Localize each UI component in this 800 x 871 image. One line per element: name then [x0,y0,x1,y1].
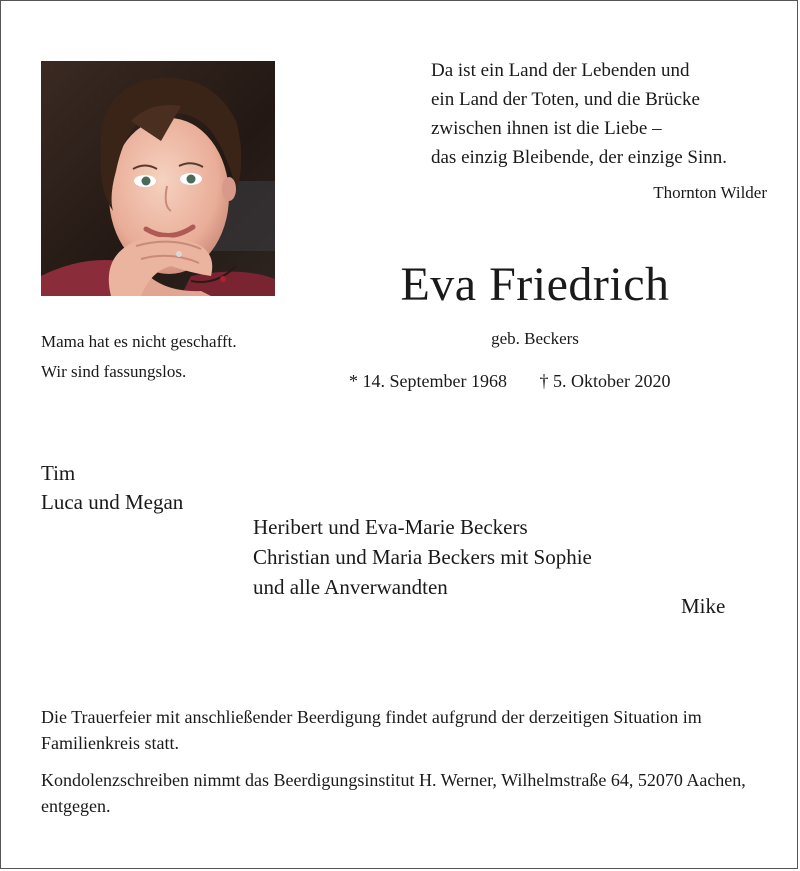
poem-quote [431,56,781,172]
partner-signature: Mike [681,594,726,618]
signature-line: und alle Anverwandten [253,575,448,599]
poem-author: Thornton Wilder [653,183,767,202]
death-date: † 5. Oktober 2020 [539,371,671,391]
lament-line: Mama hat es nicht geschafft. [41,332,237,351]
funeral-info [41,704,781,819]
life-dates [349,371,670,392]
poem-line: zwischen ihnen ist die Liebe – [431,118,662,139]
signature-line: Tim [41,461,76,485]
family-signature [253,512,592,602]
condolences-text: Kondolenzschreiben nimmt das Beerdigungsinstitut H. Werner, Wilhelmstraße 64, 52070 Aachen, entgegen. [41,770,746,816]
signature-line: Christian und Maria Beckers mit Sophie [253,545,592,569]
birth-date: * 14. September 1968 [349,371,507,391]
ceremony-text: Die Trauerfeier mit anschließender Beerdigung findet aufgrund der derzeitigen Situation im Familienkreis statt. [41,707,702,753]
signature-line: Luca und Megan [41,490,184,514]
signature-line: Heribert und Eva-Marie Beckers [253,515,528,539]
children-signature [41,459,183,517]
poem-line: das einzig Bleibende, der einzige Sinn. [431,147,727,168]
deceased-name: Eva Friedrich [400,258,670,311]
portrait-photo [41,61,275,296]
lament-text [41,327,237,387]
maiden-name: geb. Beckers [491,329,579,348]
lament-line: Wir sind fassungslos. [41,362,187,381]
poem-line: ein Land der Toten, und die Brücke [431,89,700,110]
poem-line: Da ist ein Land der Lebenden und [431,60,690,81]
